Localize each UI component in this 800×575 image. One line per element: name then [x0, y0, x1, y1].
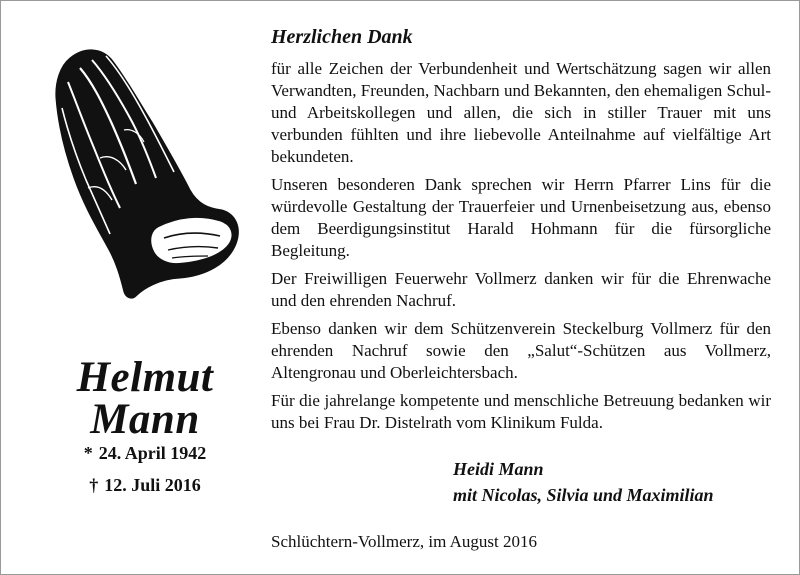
thanks-paragraph: Ebenso danken wir dem Schützenverein Steckelburg Vollmerz für den ehrenden Nachruf sowie den „Salut“-Schützen aus Vollmerz, Altengronau und Oberleichtersbach. [271, 319, 771, 382]
signature [453, 456, 783, 508]
deceased-last-name: Mann [90, 396, 200, 443]
thanks-paragraph: für alle Zeichen der Verbundenheit und Wertschätzung sagen wir allen Verwandten, Freunden, Nachbarn und Bekannten, den ehemaligen Schul- und Arbeitskollegen und allen, die sich in stiller Trauer mit uns verbunden fühlten und ihre liebevolle Anteilnahme auf vielfältige Art bekundeten. [271, 59, 771, 166]
thanks-paragraph: Unseren besonderen Dank sprechen wir Herrn Pfarrer Lins für die würdevolle Gestaltung der Trauerfeier und Urnenbeisetzung aus, ebenso dem Beerdigungsinstitut Harald Hohmann für die fürsorgliche Begleitung. [271, 175, 771, 260]
thanks-paragraph: Der Freiwilligen Feuerwehr Vollmerz danken wir für die Ehrenwache und den ehrenden Nachruf. [271, 269, 771, 310]
death-symbol: † [89, 475, 99, 495]
birth-date: 24. April 1942 [98, 443, 207, 463]
signature-line-2: mit Nicolas, Silvia und Maximilian [453, 485, 714, 505]
deceased-first-name: Helmut [76, 354, 214, 401]
death-date: 12. Juli 2016 [104, 475, 201, 495]
place-and-date: Schlüchtern-Vollmerz, im August 2016 [271, 532, 537, 551]
death-date-line [40, 474, 250, 496]
birth-symbol: * [83, 443, 93, 463]
notice-heading: Herzlichen Dank [271, 26, 413, 48]
birth-date-line [40, 442, 250, 464]
praying-hands-icon [40, 38, 245, 300]
signature-line-1: Heidi Mann [453, 459, 544, 479]
notice-content [271, 22, 771, 440]
thanks-paragraph: Für die jahrelange kompetente und menschliche Betreuung bedanken wir uns bei Frau Dr. Distelrath vom Klinikum Fulda. [271, 391, 771, 432]
